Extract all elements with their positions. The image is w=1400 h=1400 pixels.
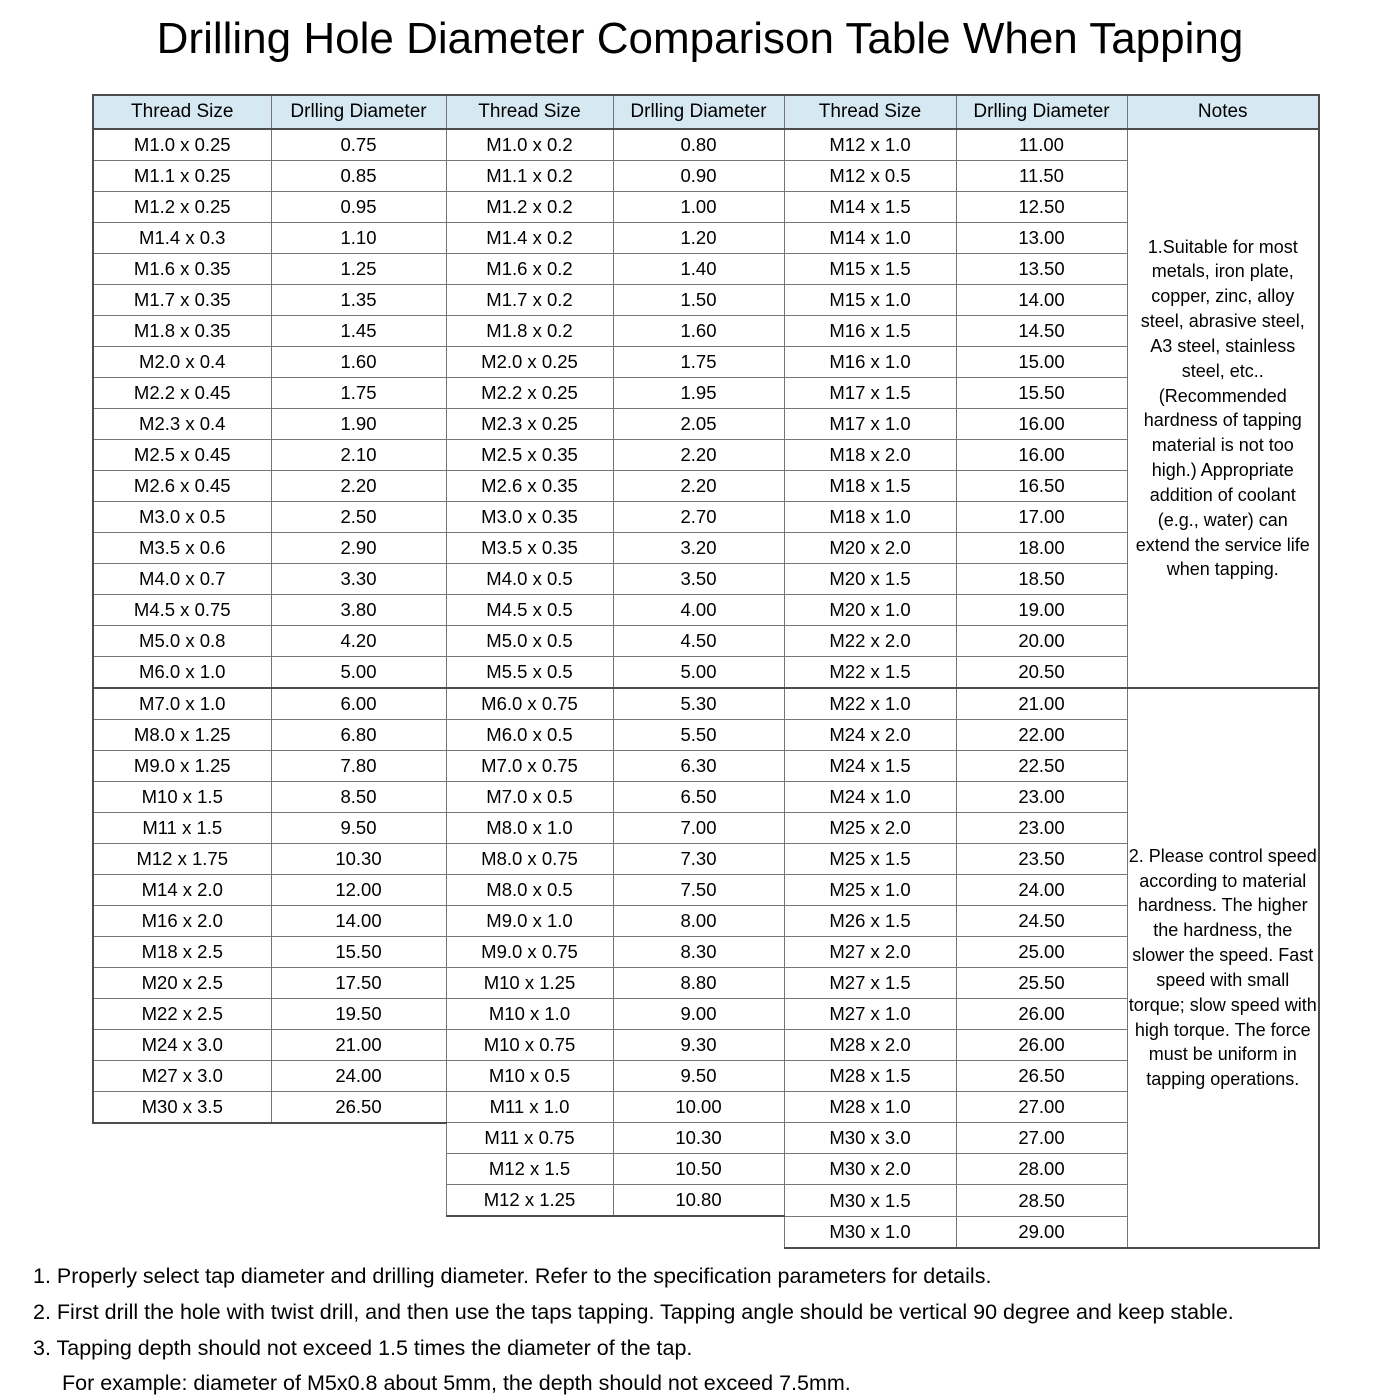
thread-size-cell: M10 x 1.25 — [446, 967, 613, 998]
drilling-diameter-cell: 16.00 — [956, 408, 1127, 439]
thread-size-cell: M1.2 x 0.2 — [446, 191, 613, 222]
drilling-diameter-cell: 21.00 — [271, 1029, 446, 1060]
thread-size-cell: M12 x 0.5 — [784, 160, 956, 191]
drilling-diameter-cell: 12.50 — [956, 191, 1127, 222]
thread-size-cell: M9.0 x 1.0 — [446, 905, 613, 936]
thread-size-cell: M11 x 1.0 — [446, 1091, 613, 1123]
footnote-1: 1. Properly select tap diameter and drilling diameter. Refer to the specification parameters for details. — [33, 1263, 992, 1288]
thread-size-cell: M1.4 x 0.2 — [446, 222, 613, 253]
page-title: Drilling Hole Diameter Comparison Table When Tapping — [156, 14, 1244, 63]
thread-size-cell: M30 x 1.0 — [784, 1216, 956, 1248]
thread-size-cell: M27 x 1.5 — [784, 967, 956, 998]
drilling-diameter-cell: 1.45 — [271, 315, 446, 346]
thread-size-cell: M2.2 x 0.25 — [446, 377, 613, 408]
thread-size-cell: M11 x 0.75 — [446, 1123, 613, 1154]
col-header-thread-size-3: Thread Size — [784, 95, 956, 129]
drilling-diameter-cell: 9.30 — [613, 1029, 784, 1060]
thread-size-cell: M18 x 1.5 — [784, 470, 956, 501]
drilling-diameter-cell: 29.00 — [956, 1216, 1127, 1248]
thread-size-cell: M1.2 x 0.25 — [93, 191, 271, 222]
drilling-diameter-cell: 10.00 — [613, 1091, 784, 1123]
drilling-diameter-cell: 6.00 — [271, 688, 446, 720]
thread-size-cell: M6.0 x 0.5 — [446, 719, 613, 750]
thread-size-cell: M10 x 0.5 — [446, 1060, 613, 1091]
thread-size-cell: M4.0 x 0.7 — [93, 563, 271, 594]
drilling-diameter-cell: 3.50 — [613, 563, 784, 594]
thread-size-cell: M27 x 1.0 — [784, 998, 956, 1029]
thread-size-cell: M1.1 x 0.25 — [93, 160, 271, 191]
drilling-diameter-cell: 12.00 — [271, 874, 446, 905]
drilling-diameter-cell: 15.50 — [956, 377, 1127, 408]
thread-size-cell: M17 x 1.5 — [784, 377, 956, 408]
thread-size-cell: M15 x 1.5 — [784, 253, 956, 284]
drilling-diameter-cell: 16.50 — [956, 470, 1127, 501]
drilling-diameter-cell: 19.00 — [956, 594, 1127, 625]
drilling-diameter-cell: 20.50 — [956, 656, 1127, 688]
table-row — [93, 129, 1319, 161]
empty-cell — [93, 1154, 271, 1185]
drilling-diameter-cell: 2.20 — [271, 470, 446, 501]
thread-size-cell: M18 x 2.0 — [784, 439, 956, 470]
thread-size-cell: M20 x 2.5 — [93, 967, 271, 998]
thread-size-cell: M6.0 x 1.0 — [93, 656, 271, 688]
empty-cell — [271, 1154, 446, 1185]
thread-size-cell: M1.7 x 0.35 — [93, 284, 271, 315]
thread-size-cell: M14 x 1.5 — [784, 191, 956, 222]
drilling-diameter-cell: 1.35 — [271, 284, 446, 315]
drilling-diameter-cell: 1.75 — [271, 377, 446, 408]
drilling-diameter-cell: 3.80 — [271, 594, 446, 625]
drilling-diameter-cell: 10.80 — [613, 1185, 784, 1217]
drilling-diameter-cell: 27.00 — [956, 1123, 1127, 1154]
drilling-diameter-cell: 20.00 — [956, 625, 1127, 656]
drilling-diameter-cell: 1.20 — [613, 222, 784, 253]
thread-size-cell: M20 x 1.5 — [784, 563, 956, 594]
thread-size-cell: M18 x 1.0 — [784, 501, 956, 532]
thread-size-cell: M2.5 x 0.35 — [446, 439, 613, 470]
thread-size-cell: M28 x 1.0 — [784, 1091, 956, 1123]
drilling-diameter-cell: 26.50 — [956, 1060, 1127, 1091]
drilling-diameter-cell: 25.00 — [956, 936, 1127, 967]
drilling-diameter-cell: 24.00 — [956, 874, 1127, 905]
drilling-diameter-cell: 26.50 — [271, 1091, 446, 1123]
thread-size-cell: M30 x 3.5 — [93, 1091, 271, 1123]
thread-size-cell: M16 x 1.5 — [784, 315, 956, 346]
thread-size-cell: M18 x 2.5 — [93, 936, 271, 967]
drilling-diameter-cell: 1.00 — [613, 191, 784, 222]
thread-size-cell: M2.2 x 0.45 — [93, 377, 271, 408]
drilling-diameter-cell: 5.30 — [613, 688, 784, 720]
col-header-drilling-diameter-2: Drlling Diameter — [613, 95, 784, 129]
thread-size-cell: M8.0 x 0.5 — [446, 874, 613, 905]
table-body — [93, 129, 1319, 1248]
thread-size-cell: M16 x 2.0 — [93, 905, 271, 936]
thread-size-cell: M25 x 1.5 — [784, 843, 956, 874]
thread-size-cell: M2.6 x 0.35 — [446, 470, 613, 501]
drilling-diameter-cell: 5.00 — [613, 656, 784, 688]
col-header-thread-size-2: Thread Size — [446, 95, 613, 129]
drilling-diameter-cell: 21.00 — [956, 688, 1127, 720]
empty-cell — [93, 1123, 271, 1154]
drilling-diameter-cell: 10.50 — [613, 1154, 784, 1185]
thread-size-cell: M28 x 1.5 — [784, 1060, 956, 1091]
thread-size-cell: M20 x 2.0 — [784, 532, 956, 563]
empty-cell — [446, 1216, 613, 1248]
thread-size-cell: M16 x 1.0 — [784, 346, 956, 377]
footnote-2: 2. First drill the hole with twist drill, and then use the taps tapping. Tapping angle should be vertical 90 degree and keep stable. — [33, 1299, 1234, 1324]
col-header-drilling-diameter-3: Drlling Diameter — [956, 95, 1127, 129]
drilling-diameter-cell: 7.30 — [613, 843, 784, 874]
thread-size-cell: M30 x 2.0 — [784, 1154, 956, 1185]
drilling-diameter-cell: 24.50 — [956, 905, 1127, 936]
thread-size-cell: M6.0 x 0.75 — [446, 688, 613, 720]
drilling-diameter-cell: 7.00 — [613, 812, 784, 843]
thread-size-cell: M24 x 1.5 — [784, 750, 956, 781]
thread-size-cell: M30 x 3.0 — [784, 1123, 956, 1154]
thread-size-cell: M22 x 2.0 — [784, 625, 956, 656]
thread-size-cell: M10 x 1.5 — [93, 781, 271, 812]
thread-size-cell: M30 x 1.5 — [784, 1185, 956, 1217]
thread-size-cell: M12 x 1.0 — [784, 129, 956, 161]
footnotes — [33, 1264, 1400, 1397]
thread-size-cell: M14 x 2.0 — [93, 874, 271, 905]
thread-size-cell: M22 x 2.5 — [93, 998, 271, 1029]
drilling-diameter-cell: 18.50 — [956, 563, 1127, 594]
drilling-diameter-cell: 14.00 — [271, 905, 446, 936]
thread-size-cell: M25 x 1.0 — [784, 874, 956, 905]
empty-cell — [93, 1185, 271, 1217]
thread-size-cell: M4.5 x 0.75 — [93, 594, 271, 625]
drilling-diameter-cell: 2.90 — [271, 532, 446, 563]
thread-size-cell: M12 x 1.5 — [446, 1154, 613, 1185]
drilling-diameter-cell: 28.00 — [956, 1154, 1127, 1185]
footnote-3: 3. Tapping depth should not exceed 1.5 times the diameter of the tap. — [33, 1335, 693, 1360]
drilling-diameter-cell: 1.75 — [613, 346, 784, 377]
thread-size-cell: M15 x 1.0 — [784, 284, 956, 315]
drilling-diameter-cell: 14.00 — [956, 284, 1127, 315]
empty-cell — [613, 1216, 784, 1248]
thread-size-cell: M24 x 1.0 — [784, 781, 956, 812]
thread-size-cell: M1.0 x 0.2 — [446, 129, 613, 161]
thread-size-cell: M7.0 x 0.5 — [446, 781, 613, 812]
thread-size-cell: M4.0 x 0.5 — [446, 563, 613, 594]
thread-size-cell: M24 x 2.0 — [784, 719, 956, 750]
drilling-diameter-cell: 5.50 — [613, 719, 784, 750]
thread-size-cell: M2.6 x 0.45 — [93, 470, 271, 501]
drilling-diameter-cell: 16.00 — [956, 439, 1127, 470]
col-header-drilling-diameter-1: Drlling Diameter — [271, 95, 446, 129]
thread-size-cell: M26 x 1.5 — [784, 905, 956, 936]
empty-cell — [271, 1216, 446, 1248]
drilling-diameter-cell: 11.50 — [956, 160, 1127, 191]
footnote-3-example: For example: diameter of M5x0.8 about 5mm, the depth should not exceed 7.5mm. — [62, 1371, 851, 1396]
drilling-diameter-cell: 0.85 — [271, 160, 446, 191]
drilling-diameter-cell: 4.20 — [271, 625, 446, 656]
drilling-diameter-cell: 8.50 — [271, 781, 446, 812]
drilling-diameter-cell: 15.50 — [271, 936, 446, 967]
thread-size-cell: M8.0 x 1.25 — [93, 719, 271, 750]
drilling-diameter-cell: 0.90 — [613, 160, 784, 191]
drilling-diameter-cell: 24.00 — [271, 1060, 446, 1091]
drilling-diameter-cell: 15.00 — [956, 346, 1127, 377]
thread-size-cell: M1.1 x 0.2 — [446, 160, 613, 191]
drilling-diameter-cell: 26.00 — [956, 998, 1127, 1029]
thread-size-cell: M10 x 1.0 — [446, 998, 613, 1029]
thread-size-cell: M5.5 x 0.5 — [446, 656, 613, 688]
thread-size-cell: M11 x 1.5 — [93, 812, 271, 843]
drilling-diameter-cell: 3.30 — [271, 563, 446, 594]
empty-cell — [271, 1185, 446, 1217]
thread-size-cell: M3.5 x 0.6 — [93, 532, 271, 563]
drilling-diameter-cell: 27.00 — [956, 1091, 1127, 1123]
thread-size-cell: M3.0 x 0.35 — [446, 501, 613, 532]
drilling-diameter-cell: 7.50 — [613, 874, 784, 905]
thread-size-cell: M1.6 x 0.35 — [93, 253, 271, 284]
drilling-diameter-cell: 19.50 — [271, 998, 446, 1029]
drilling-diameter-cell: 6.80 — [271, 719, 446, 750]
thread-size-cell: M2.0 x 0.4 — [93, 346, 271, 377]
thread-size-cell: M20 x 1.0 — [784, 594, 956, 625]
notes-cell: 2. Please control speed according to material hardness. The higher the hardness, the slower the speed. Fast speed with small torque; slow speed with high torque. The force must be uniform in tapping operations. — [1127, 688, 1319, 1248]
thread-size-cell: M10 x 0.75 — [446, 1029, 613, 1060]
drilling-diameter-cell: 1.90 — [271, 408, 446, 439]
drilling-diameter-cell: 4.00 — [613, 594, 784, 625]
drilling-diameter-cell: 11.00 — [956, 129, 1127, 161]
drilling-diameter-cell: 8.80 — [613, 967, 784, 998]
thread-size-cell: M12 x 1.25 — [446, 1185, 613, 1217]
thread-size-cell: M1.4 x 0.3 — [93, 222, 271, 253]
thread-size-cell: M22 x 1.0 — [784, 688, 956, 720]
thread-size-cell: M9.0 x 1.25 — [93, 750, 271, 781]
drilling-diameter-cell: 18.00 — [956, 532, 1127, 563]
drilling-diameter-cell: 5.00 — [271, 656, 446, 688]
notes-cell: 1.Suitable for most metals, iron plate, copper, zinc, alloy steel, abrasive steel, A3 steel, stainless steel, etc..(Recommended hardness of tapping material is not too high.) Appropriate addition of coolant (e.g., water) can extend the service life when tapping. — [1127, 129, 1319, 688]
drilling-diameter-cell: 0.80 — [613, 129, 784, 161]
drilling-diameter-cell: 6.30 — [613, 750, 784, 781]
drilling-diameter-cell: 0.95 — [271, 191, 446, 222]
drilling-diameter-cell: 28.50 — [956, 1185, 1127, 1217]
drilling-diameter-cell: 25.50 — [956, 967, 1127, 998]
thread-size-cell: M1.6 x 0.2 — [446, 253, 613, 284]
drilling-diameter-cell: 1.40 — [613, 253, 784, 284]
drilling-diameter-cell: 14.50 — [956, 315, 1127, 346]
drilling-diameter-cell: 2.10 — [271, 439, 446, 470]
drilling-diameter-cell: 17.50 — [271, 967, 446, 998]
drilling-diameter-cell: 6.50 — [613, 781, 784, 812]
drilling-diameter-cell: 13.00 — [956, 222, 1127, 253]
drilling-diameter-cell: 22.00 — [956, 719, 1127, 750]
thread-size-cell: M9.0 x 0.75 — [446, 936, 613, 967]
drilling-diameter-cell: 1.10 — [271, 222, 446, 253]
drilling-diameter-cell: 13.50 — [956, 253, 1127, 284]
drilling-diameter-cell: 23.50 — [956, 843, 1127, 874]
thread-size-cell: M1.8 x 0.2 — [446, 315, 613, 346]
thread-size-cell: M5.0 x 0.5 — [446, 625, 613, 656]
drilling-diameter-cell: 7.80 — [271, 750, 446, 781]
thread-size-cell: M1.8 x 0.35 — [93, 315, 271, 346]
drilling-diameter-cell: 1.60 — [613, 315, 784, 346]
thread-size-cell: M4.5 x 0.5 — [446, 594, 613, 625]
drilling-diameter-cell: 10.30 — [271, 843, 446, 874]
col-header-thread-size-1: Thread Size — [93, 95, 271, 129]
thread-size-cell: M25 x 2.0 — [784, 812, 956, 843]
thread-size-cell: M1.0 x 0.25 — [93, 129, 271, 161]
thread-size-cell: M2.5 x 0.45 — [93, 439, 271, 470]
thread-size-cell: M14 x 1.0 — [784, 222, 956, 253]
thread-size-cell: M7.0 x 1.0 — [93, 688, 271, 720]
drilling-diameter-cell: 22.50 — [956, 750, 1127, 781]
drilling-diameter-cell: 10.30 — [613, 1123, 784, 1154]
drilling-diameter-cell: 26.00 — [956, 1029, 1127, 1060]
thread-size-cell: M22 x 1.5 — [784, 656, 956, 688]
thread-size-cell: M2.0 x 0.25 — [446, 346, 613, 377]
drilling-diameter-cell: 8.00 — [613, 905, 784, 936]
thread-size-cell: M17 x 1.0 — [784, 408, 956, 439]
thread-size-cell: M7.0 x 0.75 — [446, 750, 613, 781]
drilling-diameter-cell: 9.00 — [613, 998, 784, 1029]
thread-size-cell: M5.0 x 0.8 — [93, 625, 271, 656]
thread-size-cell: M1.7 x 0.2 — [446, 284, 613, 315]
thread-size-cell: M27 x 3.0 — [93, 1060, 271, 1091]
table-row — [93, 688, 1319, 720]
drilling-diameter-cell: 3.20 — [613, 532, 784, 563]
drilling-diameter-cell: 4.50 — [613, 625, 784, 656]
drilling-diameter-cell: 8.30 — [613, 936, 784, 967]
drilling-diameter-cell: 2.20 — [613, 470, 784, 501]
thread-size-cell: M2.3 x 0.4 — [93, 408, 271, 439]
drilling-diameter-cell: 0.75 — [271, 129, 446, 161]
thread-size-cell: M3.0 x 0.5 — [93, 501, 271, 532]
header-row — [93, 95, 1319, 129]
thread-size-cell: M24 x 3.0 — [93, 1029, 271, 1060]
thread-size-cell: M2.3 x 0.25 — [446, 408, 613, 439]
thread-size-cell: M27 x 2.0 — [784, 936, 956, 967]
thread-size-cell: M28 x 2.0 — [784, 1029, 956, 1060]
drilling-diameter-cell: 1.60 — [271, 346, 446, 377]
drilling-diameter-cell: 23.00 — [956, 781, 1127, 812]
drilling-diameter-cell: 9.50 — [271, 812, 446, 843]
drilling-diameter-cell: 17.00 — [956, 501, 1127, 532]
drilling-diameter-cell: 1.95 — [613, 377, 784, 408]
empty-cell — [93, 1216, 271, 1248]
drilling-diameter-cell: 1.25 — [271, 253, 446, 284]
drilling-diameter-cell: 23.00 — [956, 812, 1127, 843]
drilling-diameter-cell: 2.70 — [613, 501, 784, 532]
thread-size-cell: M12 x 1.75 — [93, 843, 271, 874]
thread-size-cell: M3.5 x 0.35 — [446, 532, 613, 563]
empty-cell — [271, 1123, 446, 1154]
drilling-diameter-cell: 2.05 — [613, 408, 784, 439]
drilling-diameter-cell: 2.20 — [613, 439, 784, 470]
drilling-diameter-cell: 2.50 — [271, 501, 446, 532]
col-header-notes: Notes — [1127, 95, 1319, 129]
drilling-diameter-cell: 1.50 — [613, 284, 784, 315]
thread-size-cell: M8.0 x 0.75 — [446, 843, 613, 874]
drilling-diameter-cell: 9.50 — [613, 1060, 784, 1091]
tapping-comparison-table — [92, 94, 1320, 1249]
thread-size-cell: M8.0 x 1.0 — [446, 812, 613, 843]
